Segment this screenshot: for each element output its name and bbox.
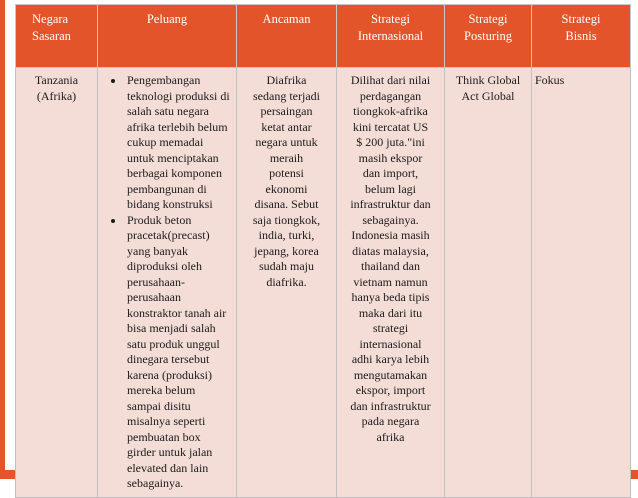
text-line: sedang terjadi <box>253 88 320 103</box>
text-line: berbagai komponen <box>127 166 222 180</box>
text-line: $ 200 juta."ini <box>356 135 425 149</box>
header-strategi-posturing-line: Posturing <box>464 29 512 43</box>
header-negara-line: Sasaran <box>32 29 71 43</box>
header-peluang-label: Peluang <box>146 12 188 26</box>
text-line: Act Global <box>461 88 515 103</box>
text-line: infrastruktur dan <box>350 197 431 211</box>
header-ancaman <box>237 5 337 68</box>
text-line: pada negara <box>361 414 420 428</box>
header-strategi-internasional-line: Strategi <box>371 12 410 26</box>
cell-negara <box>16 68 98 498</box>
text-line: konstraktor tanah air <box>127 305 227 320</box>
text-line: kini tercatat US <box>352 119 429 134</box>
text-line: perdagangan <box>359 88 422 103</box>
header-peluang <box>98 5 237 68</box>
text-line: tiongkok-afrika <box>353 104 428 118</box>
header-strategi-bisnis-line: Bisnis <box>565 29 597 43</box>
text-line: Diafrika <box>266 73 307 87</box>
text-line: sudah maju <box>259 259 314 273</box>
text-line: strategi <box>372 321 409 335</box>
peluang-bullet-list <box>101 73 233 492</box>
text-line: diafrika. <box>266 274 307 289</box>
text-line: meraih <box>269 150 304 165</box>
text-line: ekspor, import <box>355 383 426 397</box>
text-line: india, turki, <box>258 228 315 242</box>
text-line: pracetak(precast) <box>127 228 210 242</box>
text-line: satu produk unggul <box>127 336 220 351</box>
text-line: diproduksi oleh <box>127 259 202 273</box>
peluang-bullet-item <box>125 73 233 213</box>
text-line: negara untuk <box>255 135 318 149</box>
header-row <box>16 5 631 68</box>
text-line: dan infrastruktur <box>350 398 431 413</box>
header-strategi-internasional <box>337 5 445 68</box>
text-line: persaingan <box>260 104 313 118</box>
text-line: pembuatan box <box>127 429 201 444</box>
text-line: sebagainya. <box>127 476 184 490</box>
peluang-bullet-item <box>125 213 233 492</box>
text-line: adhi karya lebih <box>351 352 430 366</box>
table-row <box>16 68 631 498</box>
header-strategi-internasional-line: Internasional <box>357 29 424 43</box>
text-line: cukup memadai <box>127 135 204 149</box>
header-negara-line: Negara <box>32 12 69 26</box>
text-line: potensi <box>269 166 304 180</box>
text-line: afrika <box>376 429 405 444</box>
negara-line: Tanzania <box>34 73 79 87</box>
header-negara-sasaran <box>16 5 98 68</box>
text-line: salah satu negara <box>127 104 209 118</box>
text-line: elevated dan lain <box>127 460 209 475</box>
text-line: ekonomi <box>265 181 308 196</box>
header-strategi-posturing <box>445 5 532 68</box>
text-line: jepang, korea <box>254 243 319 258</box>
text-line: teknologi produksi di <box>127 88 230 103</box>
text-line: sampai disitu <box>127 398 191 413</box>
header-ancaman-label: Ancaman <box>262 12 311 26</box>
negara-line: (Afrika) <box>36 88 77 103</box>
text-line: • Produk beton <box>127 212 192 227</box>
header-strategi-bisnis <box>532 5 631 68</box>
text-line: Think Global <box>455 73 521 87</box>
text-line: misalnya seperti <box>127 414 206 428</box>
text-line: karena (produksi) <box>127 367 212 382</box>
header-strategi-bisnis-line: Strategi <box>561 12 601 26</box>
header-strategi-posturing-line: Strategi <box>468 12 508 26</box>
text-line: dan import, <box>362 166 419 180</box>
text-line: mereka belum <box>127 383 196 397</box>
text-line: untuk menciptakan <box>127 150 219 165</box>
text-line: pembangunan di <box>127 181 207 196</box>
text-line: Dilihat dari nilai <box>350 73 431 87</box>
cell-ancaman <box>237 68 337 498</box>
cell-peluang <box>98 68 237 498</box>
strategi-bisnis-value: Fokus <box>535 73 565 87</box>
cell-strategi-internasional <box>337 68 445 498</box>
text-line: yang banyak <box>127 243 188 258</box>
text-line: belum lagi <box>365 181 416 196</box>
text-line: afrika terlebih belum <box>127 119 228 134</box>
text-line: diatas malaysia, <box>352 243 429 258</box>
text-line: dinegara tersebut <box>127 352 210 366</box>
text-line: perusahaan- <box>127 274 185 289</box>
text-line: maka dari itu <box>358 305 423 320</box>
accent-edge-left <box>0 0 5 479</box>
text-line: disana. Sebut <box>254 197 319 211</box>
text-line: hanya beda tipis <box>351 290 430 304</box>
text-line: sebagainya. <box>362 212 419 227</box>
text-line: Indonesia masih <box>351 228 430 242</box>
text-line: saja tiongkok, <box>252 212 321 227</box>
text-line: bisa menjadi salah <box>127 321 216 335</box>
text-line: thailand dan <box>361 259 420 273</box>
text-line: bidang konstruksi <box>127 197 213 211</box>
text-line: ketat antar <box>261 119 312 134</box>
text-line: mengutamakan <box>353 367 428 382</box>
text-line: girder untuk jalan <box>127 445 213 459</box>
text-line: internasional <box>359 336 422 351</box>
strategy-table <box>15 4 631 498</box>
text-line: • Pengembangan <box>127 73 201 87</box>
text-line: vietnam namun <box>353 274 428 289</box>
cell-strategi-bisnis <box>532 68 631 498</box>
text-line: perusahaan <box>127 290 181 304</box>
cell-strategi-posturing <box>445 68 532 498</box>
text-line: masih ekspor <box>358 150 423 165</box>
